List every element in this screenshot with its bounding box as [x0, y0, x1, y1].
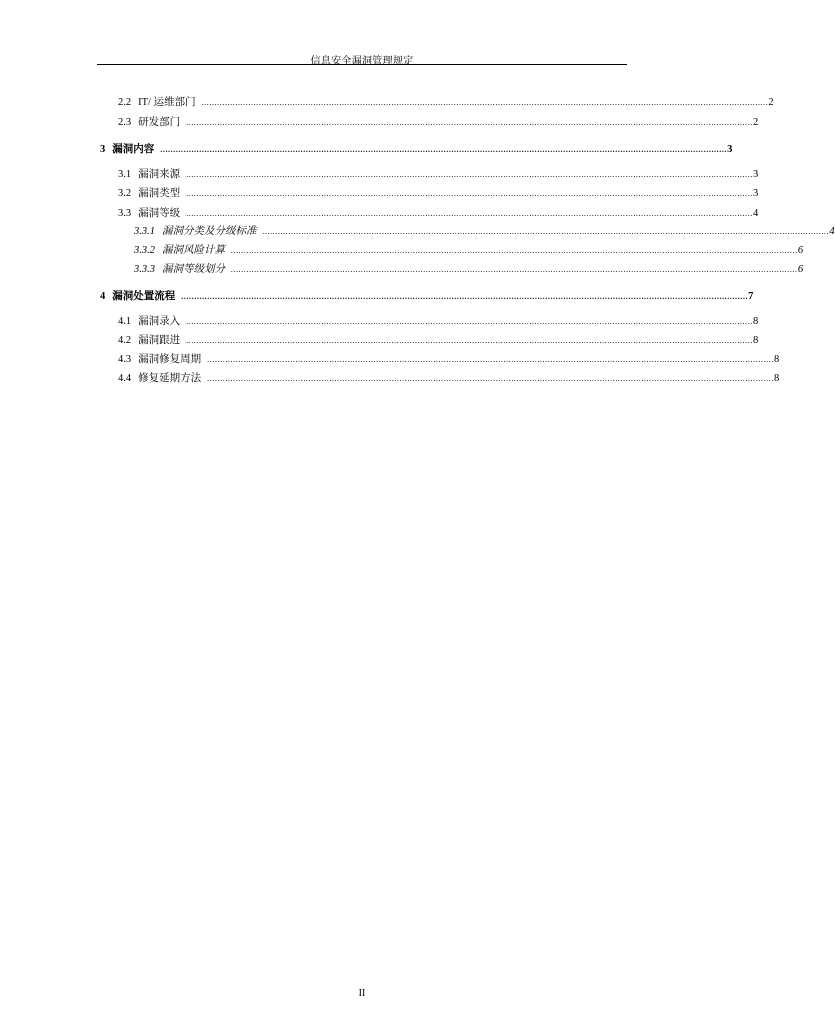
toc-entry-number: 3.3: [118, 208, 132, 219]
toc-dot-leader: ..........................................................................................................................................................................................................................: [231, 246, 798, 255]
toc-entry-title: 漏洞风险计算: [162, 245, 225, 256]
toc-entry-number: 3.1: [118, 169, 132, 180]
toc-entry[interactable]: [118, 333, 759, 349]
toc-dot-leader: ..........................................................................................................................................................................................................................: [186, 189, 753, 198]
toc-entry[interactable]: [118, 206, 759, 222]
toc-entry-page: 6: [797, 264, 804, 275]
toc-entry-page: 8: [752, 316, 759, 327]
toc-entry-title: 漏洞录入: [138, 316, 181, 327]
page-header-title: 信息安全漏洞管理规定: [310, 56, 414, 67]
toc-entry-title: 漏洞内容: [112, 144, 155, 155]
toc-dot-leader: ..........................................................................................................................................................................................................................: [186, 336, 753, 345]
toc-entry-page: 3: [752, 188, 759, 199]
toc-entry-title: 漏洞分类及分级标准: [162, 226, 257, 237]
toc-entry-title: IT/ 运维部门: [138, 97, 196, 108]
toc-chapter-entry[interactable]: [100, 289, 754, 305]
page-number: II: [358, 988, 366, 999]
toc-dot-leader: ..........................................................................................................................................................................................................................: [207, 355, 774, 364]
toc-entry-title: 漏洞修复周期: [138, 354, 202, 365]
toc-entry-number: 3.3.2: [134, 245, 155, 256]
toc-entry-title: 修复延期方法: [138, 373, 202, 384]
toc-entry-page: 7: [748, 291, 754, 302]
toc-entry-number: 3.3.3: [134, 264, 155, 275]
toc-dot-leader: ..........................................................................................................................................................................................................................: [262, 227, 830, 236]
toc-entry-page: 3: [752, 169, 759, 180]
toc-subentry[interactable]: [134, 224, 835, 240]
toc-dot-leader: ..........................................................................................................................................................................................................................: [231, 265, 798, 274]
toc-subentry[interactable]: [134, 243, 804, 259]
toc-entry-number: 3.3.1: [134, 226, 155, 237]
toc-entry[interactable]: [118, 371, 780, 387]
toc-entry-page: 8: [773, 354, 780, 365]
toc-dot-leader: ..........................................................................................................................................................................................................................: [186, 118, 753, 127]
toc-entry-number: 3.2: [118, 188, 132, 199]
toc-dot-leader: ..........................................................................................................................................................................................................................: [186, 170, 753, 179]
toc-entry-title: 漏洞处置流程: [112, 291, 176, 302]
toc-dot-leader: ..........................................................................................................................................................................................................................: [186, 317, 753, 326]
toc-entry-number: 4: [100, 291, 106, 302]
toc-entry[interactable]: [118, 352, 780, 368]
toc-entry-number: 4.4: [118, 373, 132, 384]
toc-entry-number: 2.2: [118, 97, 132, 108]
toc-entry-number: 4.1: [118, 316, 132, 327]
toc-entry-title: 研发部门: [138, 117, 181, 128]
toc-dot-leader: ..........................................................................................................................................................................................................................: [186, 209, 753, 218]
toc-dot-leader: ..........................................................................................................................................................................................................................: [181, 292, 749, 301]
toc-entry-number: 4.2: [118, 335, 132, 346]
toc-entry-title: 漏洞等级划分: [162, 264, 225, 275]
toc-entry-number: 4.3: [118, 354, 132, 365]
toc-chapter-entry[interactable]: [100, 142, 733, 158]
toc-entry-page: 4: [829, 226, 835, 237]
toc-entry-page: 4: [752, 208, 759, 219]
toc-entry[interactable]: [118, 314, 759, 330]
toc-entry[interactable]: [118, 95, 774, 111]
toc-subentry[interactable]: [134, 262, 804, 278]
toc-entry-page: 2: [768, 97, 774, 108]
toc-entry-title: 漏洞来源: [138, 169, 181, 180]
toc-entry-title: 漏洞类型: [138, 188, 181, 199]
toc-entry-number: 3: [100, 144, 106, 155]
toc-entry-page: 8: [752, 335, 759, 346]
toc-entry-title: 漏洞跟进: [138, 335, 181, 346]
toc-dot-leader: ..........................................................................................................................................................................................................................: [160, 145, 728, 154]
toc-entry-title: 漏洞等级: [138, 208, 181, 219]
toc-entry[interactable]: [118, 186, 759, 202]
toc-entry-page: 8: [773, 373, 780, 384]
toc-entry[interactable]: [118, 167, 759, 183]
toc-dot-leader: ..........................................................................................................................................................................................................................: [201, 98, 769, 107]
header-divider: [97, 64, 627, 65]
toc-entry-page: 3: [727, 144, 733, 155]
toc-entry[interactable]: [118, 115, 759, 131]
toc-dot-leader: ..........................................................................................................................................................................................................................: [207, 374, 774, 383]
toc-entry-page: 6: [797, 245, 804, 256]
toc-entry-number: 2.3: [118, 117, 132, 128]
toc-entry-page: 2: [752, 117, 759, 128]
